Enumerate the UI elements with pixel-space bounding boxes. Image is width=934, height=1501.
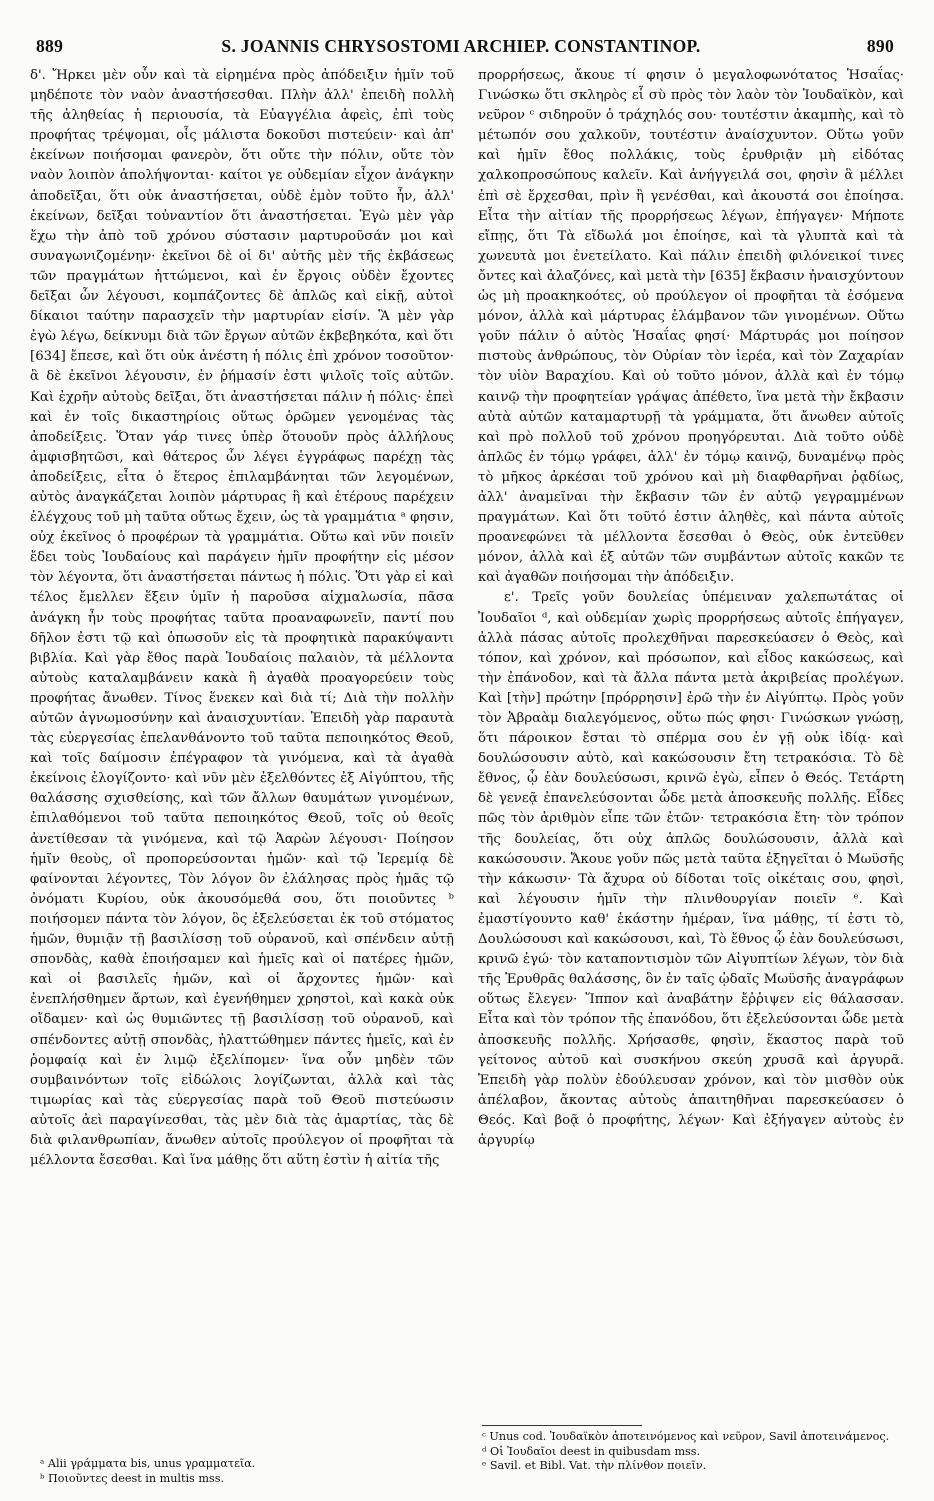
footnote: ᵃ Alii γράμματα bis, unus γραμματεῖα.	[40, 1457, 256, 1470]
footnote: ᵇ Ποιοῦντες deest in multis mss.	[40, 1471, 224, 1485]
footnotes-right	[482, 1430, 902, 1474]
footnotes-left	[40, 1457, 454, 1486]
paragraph: ε'. Τρεῖς γοῦν δουλείας ὑπέμειναν χαλεπωτάτας οἱ Ἰουδαῖοι ᵈ, καὶ οὐδεμίαν χωρὶς προρρήσεως αὐτοῖς ἐπήγαγεν, ἀλλὰ πάσας αὐτοῖς προλεχθῆναι παρεσκεύασεν ὁ Θεὸς, καὶ τόπον, καὶ χρόνον, καὶ πρόσωπον, καὶ εἶδος κακώσεως, καὶ τὴν ἐπάνοδον, καὶ τὰ ἄλλα πάντα μετὰ ἀκριβείας προλέγων. Καὶ [τὴν] πρώτην [πρόρρησιν] ἐρῶ τὴν ἐν Αἰγύπτῳ. Πρὸς γοῦν τὸν Ἀβραὰμ διαλεγόμενος, οὕτω πώς φησι· Γινώσκων γνώσῃ, ὅτι πάροικον ἔσται τὸ σπέρμα σου ἐν γῇ οὐκ ἰδίᾳ· καὶ δουλώσουσιν αὐτὸ, καὶ κακώσουσιν ἔτη τετρακόσια. Τὸ δὲ ἔθνος, ᾧ ἐὰν δουλεύσωσι, κρινῶ ἐγὼ, εἶπεν ὁ Θεός. Τετάρτη δὲ γενεᾷ ἐπανελεύσονται ὧδε μετὰ ἀποσκευῆς πολλῆς. Εἶδες πῶς τὸν ἀριθμὸν εἶπε τῶν ἐτῶν· τετρακόσια ἔτη· τὸν τρόπον τῆς δουλείας, ὅτι οὐχ ἁπλῶς δουλώσουσιν, ἀλλὰ καὶ κακώσουσιν. Ἄκουε γοῦν πῶς μετὰ ταῦτα ἐξηγεῖται ὁ Μωϋσῆς τὴν κάκωσιν· Τὰ ἄχυρα οὐ δίδοται τοῖς οἰκέταις σου, φησὶ, καὶ λέγουσιν ἡμῖν τὴν πλινθουργίαν ποιεῖν ᵉ. Καὶ ἐμαστίγουντο καθ' ἑκάστην ἡμέραν, ἵνα μάθῃς, τί ἐστι τὸ, Δουλώσουσι καὶ κακώσουσι, καὶ, Τὸ ἔθνος ᾧ ἐὰν δουλεύσωσι, κρινῶ ἐγώ· τὸν καταποντισμὸν τῶν Αἰγυπτίων λέγων, τὸν διὰ τῆς Ἐρυθρᾶς θαλάσσης, ὃν ἐν ταῖς ᾠδαῖς Μωϋσῆς ἀναγράφων οὕτως ἔλεγεν· Ἵππον καὶ ἀναβάτην ἔῤῥιψεν εἰς θάλασσαν. Εἶτα καὶ τὸν τρόπον τῆς ἐπανόδου, ὅτι ἐξελεύσονται ὧδε μετὰ ἀποσκευῆς πολλῆς. Χρήσασθε, φησὶν, ἕκαστος παρὰ τοῦ γείτονος αὐτοῦ καὶ συσκήνου σκεύη χρυσᾶ καὶ ἀργυρᾶ. Ἐπειδὴ γὰρ πολὺν ἐδούλευσαν χρόνον, καὶ τὸν μισθὸν οὐκ ἀπέλαβον, ἄκοντας αὐτοὺς ἀπαιτηθῆναι παρεσκεύασεν ὁ Θεός. Καὶ βοᾷ ὁ προφήτης, λέγων· Καὶ ἐξήγαγεν αὐτοὺς ἐν ἀργυρίῳ	[478, 590, 904, 1148]
footnote: ᵈ Οἱ Ἰουδαῖοι deest in quibusdam mss.	[482, 1444, 701, 1458]
right-text-column	[478, 66, 904, 1151]
paragraph: προρρήσεως, ἄκουε τί φησιν ὁ μεγαλοφωνότατος Ἡσαΐας· Γινώσκω ὅτι σκληρὸς εἶ σὺ πρὸς τὸν λαὸν τὸν Ἰουδαϊκὸν, καὶ νεῦρον ᶜ σιδηροῦν ὁ τράχηλός σου· τουτέστιν ἀκαμπὴς, καὶ τὸ μέτωπόν σου χαλκοῦν, τουτέστιν ἀναίσχυντον. Οὕτω γοῦν καὶ ἡμῖν ἔθος πολλάκις, τοὺς ἐρυθριᾷν μὴ εἰδότας χαλκοπροσώπους καλεῖν. Καὶ ἀνήγγειλά σοι, φησὶν ἃ μέλλει ἐπὶ σὲ ἔρχεσθαι, πρὶν ἢ γενέσθαι, καὶ ἀκουστά σοι ἐποίησα. Εἶτα τὴν αἰτίαν τῆς προρρήσεως λέγων, ἐπήγαγεν· Μήποτε εἴπῃς, ὅτι Τὰ εἴδωλά μοι ἐποίησε, καὶ τὰ γλυπτὰ καὶ τὰ χωνευτὰ μοι ἐνετείλατο. Καὶ πάλιν ἐπειδὴ φιλόνεικοί τινες ὄντες καὶ ἀλαζόνες, καὶ μετὰ τὴν [635] ἔκβασιν ἠναισχύντουν ὡς μὴ προακηκοότες, οὐ προύλεγον οἱ προφῆται τὰ ἐσόμενα μόνον, ἀλλὰ καὶ μάρτυρας ἐλάμβανον τῶν γινομένων. Οὕτω γοῦν πάλιν ὁ αὐτὸς Ἡσαΐας φησί· Μάρτυράς μοι ποίησον πιστοὺς ἀνθρώπους, τὸν Οὐρίαν τὸν ἱερέα, καὶ τὸν Ζαχαρίαν τὸν υἱὸν Βαραχίου. Καὶ οὐ τοῦτο μόνον, ἀλλὰ καὶ ἐν τόμῳ καινῷ τὴν προφητείαν γράψας ἀπέθετο, ἵνα μετὰ τὴν ἔκβασιν αὐτὰ αὐτῶν καταμαρτυρῇ τὰ γράμματα, ὅτι ἄνωθεν αὐτοῖς καὶ πρὸ πολλοῦ τοῦ χρόνου προηγόρευται. Διὰ τοῦτο οὐδὲ ἁπλῶς ἐν τόμῳ γράφει, ἀλλ' ἐν τόμῳ καινῷ, δυναμένῳ πρὸς τὸ μῆκος ἀρκέσαι τοῦ χρόνου καὶ μὴ διαφθαρῆναι ῥᾳδίως, ἀλλ' ἀναμεῖναι τὴν ἔκβασιν τῶν ἐν αὐτῷ γεγραμμένων πραγμάτων. Καὶ ὅτι τοῦτό ἐστιν ἀληθὲς, καὶ πάντα αὐτοῖς προανεφώνει τὰ μέλλοντα ἔσεσθαι ὁ Θεὸς, οὐκ ἐντεῦθεν μόνον, ἀλλὰ καὶ ἐξ αὐτῶν τῶν συμβάντων αὐτοῖς κακῶν τε καὶ ἀγαθῶν ποιήσομαι τὴν ἀπόδειξιν.	[478, 68, 904, 586]
running-title: S. JOANNIS CHRYSOSTOMI ARCHIEP. CONSTANTINOP.	[221, 36, 701, 56]
footnote-rule-right	[482, 1425, 642, 1426]
left-text-column	[30, 66, 454, 1171]
footnote: ᵉ Savil. et Bibl. Vat. τὴν πλίνθον ποιεῖν.	[482, 1459, 707, 1473]
page-header	[28, 36, 894, 62]
page-number-right: 890	[866, 36, 894, 56]
footnote: ᶜ Unus cod. Ἰουδαϊκὸν ἀποτεινόμενος καὶ νεῦρον, Savil ἀποτεινάμενος.	[482, 1430, 890, 1443]
paragraph: δ'. Ἤρκει μὲν οὖν καὶ τὰ εἰρημένα πρὸς ἀπόδειξιν ἡμῖν τοῦ μηδέποτε τὸν ναὸν ἀναστήσεσθαι. Πλὴν ἀλλ' ἐπειδὴ πολλὴ τῆς ἀληθείας ἡ περιουσία, τὰ Εὐαγγέλια ἀφεὶς, ἐπὶ τοὺς προφήτας τρέψομαι, οἷς μάλιστα δοκοῦσι πιστεύειν· καὶ ἀπ' ἐκείνων ποιήσομαι φανερὸν, ὅτι οὔτε τὴν πόλιν, οὔτε τὸν ναὸν λοιπὸν ἀπολήψονται· καίτοι γε οὐδεμίαν εἶχον ἀνάγκην ἀποδεῖξαι, ὅτι οὐκ ἀναστήσεται, οὐδὲ ἐμὸν τοῦτο ἦν, ἀλλ' ἐκείνων, δεῖξαι τοὐναντίον ὅτι ἀναστήσεται. Ἐγὼ μὲν γὰρ ἔχω τὴν ἀπὸ τοῦ χρόνου σύστασιν μαρτυροῦσάν μοι καὶ συναγωνιζομένην· ἐκεῖνοι δὲ οἱ δι' αὐτῆς μὲν τῆς ἐκβάσεως τῶν πραγμάτων ἡττώμενοι, καὶ ἐν ἔργοις οὐδὲν ἔχοντες δεῖξαι ὧν λέγουσι, κομπάζοντες δὲ ἁπλῶς καὶ εἰκῇ, αὐτοὶ δίκαιοι ταύτην παρασχεῖν τὴν μαρτυρίαν εἰσίν. Ἃ μὲν γὰρ ἐγὼ λέγω, δείκνυμι διὰ τῶν ἔργων αὐτῶν ἐκβεβηκότα, καὶ ὅτι [634] ἔπεσε, καὶ ὅτι οὐκ ἀνέστη ἡ πόλις ἐπὶ χρόνον τοσοῦτον· ἃ δὲ ἐκεῖνοι λέγουσιν, ἐν ῥήμασίν ἐστι ψιλοῖς τοῖς αὐτῶν. Καὶ ἐχρῆν αὐτοὺς δεῖξαι, ὅτι ἀναστήσεται πάλιν ἡ πόλις· ἐπεὶ καὶ ἐν τοῖς δικαστηρίοις οὕτως ὁρῶμεν γενομένας τὰς ἀποδείξεις. Ὅταν γάρ τινες ὑπὲρ ὅτουοῦν πρὸς ἀλλήλους ἀμφισβητῶσι, καὶ θάτερος ὧν λέγει ἐγγράφως παρέχῃ τὰς ἀποδείξεις, εἶτα ὁ ἕτερος ἐπιλαμβάνηται τῶν λεγομένων, αὐτὸς ἀναγκάζεται λοιπὸν μάρτυρας ἢ καὶ ἑτέρους παρέχειν ἐλέγχους τοῦ μὴ ταῦτα οὕτως ἔχειν, ὡς τὰ γραμμάτια ᵃ φησιν, οὐχ ἐκεῖνος ὁ προφέρων τὰ γραμμάτια. Οὕτω καὶ νῦν ποιεῖν ἔδει τοὺς Ἰουδαίους καὶ παράγειν ἡμῖν προφήτην εἰς μέσον τὸν λέγοντα, ὅτι ἀναστήσεται πάντως ἡ πόλις. Ὅτι γὰρ εἰ καὶ τέλος ἔμελλεν ἕξειν ὑμῖν ἡ παροῦσα αἰχμαλωσία, πᾶσα ἀνάγκη ἦν τοὺς προφήτας ταῦτα προαναφωνεῖν, παντί που δῆλον ἐστι τῷ καὶ ὁπωσοῦν εἰς τὰ προφητικὰ παρακύψαντι βιβλία. Καὶ γὰρ ἔθος παρὰ Ἰουδαίοις παλαιὸν, τὰ μέλλοντα αὐτοὺς καταλαμβάνειν κακὰ ἢ ἀγαθὰ προαγορεύειν τοὺς προφήτας ἄνωθεν. Τίνος ἕνεκεν καὶ διὰ τί; Διὰ τὴν πολλὴν αὐτῶν ἀγνωμοσύνην καὶ ἀναισχυντίαν. Ἐπειδὴ γὰρ παραυτὰ τὰς εὐεργεσίας ἐπελανθάνοντο τοῦ ταῦτα πεποιηκότος Θεοῦ, καὶ τοῖς δαίμοσιν ἐπέγραφον τὰ γινόμενα, καὶ τὰ ἀγαθὰ ἐκείνοις ἐλογίζοντο· καὶ νῦν μὲν ἐξελθόντες ἐξ Αἰγύπτου, τῆς θαλάσσης σχισθείσης, καὶ τῶν ἄλλων θαυμάτων γινομένων, ἐπιλαθόμενοι τοῦ ταῦτα πεποιηκότος Θεοῦ, τοῖς οὐ θεοῖς ἀνετίθεσαν τὰ γινόμενα, καὶ τῷ Ἀαρὼν λέγουσι· Ποίησον ἡμῖν θεοὺς, οἳ προπορεύσονται ἡμῶν· καὶ τῷ Ἱερεμίᾳ δὲ φαίνονται λέγοντες, Τὸν λόγον ὃν ἐλάλησας πρὸς ἡμᾶς τῷ ὀνόματι Κυρίου, οὐκ ἀκουσόμεθά σου, ὅτι ποιοῦντες ᵇ ποιήσομεν πάντα τὸν λόγον, ὃς ἐξελεύσεται ἐκ τοῦ στόματος ἡμῶν, θυμιᾷν τῇ βασιλίσσῃ τοῦ οὐρανοῦ, καὶ σπένδειν αὐτῇ σπονδὰς, καθὰ ἐποιήσαμεν καὶ ἡμεῖς καὶ οἱ πατέρες ἡμῶν, καὶ οἱ βασιλεῖς ἡμῶν, καὶ οἱ ἄρχοντες ἡμῶν· καὶ ἐνεπλήσθημεν ἄρτων, καὶ ἐγενήθημεν χρηστοὶ, καὶ κακὰ οὐκ οἴδαμεν· καὶ ὡς θυμιῶντες τῇ βασιλίσσῃ τοῦ οὐρανοῦ, καὶ σπένδοντες αὐτῇ σπονδὰς, ἠλαττώθημεν πάντες ἡμεῖς, καὶ ἐν ῥομφαίᾳ καὶ ἐν λιμῷ ἐξελίπομεν· ἵνα οὖν μηδὲν τῶν συμβαινόντων τοῖς εἰδώλοις λογίζωνται, ἀλλὰ καὶ τὰς τιμωρίας καὶ τὰς εὐεργεσίας παρὰ τοῦ Θεοῦ πιστεύωσιν αὐτοῖς ἀεὶ παραγίνεσθαι, τὰς μὲν διὰ τὰς ἁμαρτίας, τὰς δὲ διὰ φιλανθρωπίαν, ἄνωθεν αὐτοῖς προύλεγον οἱ προφῆται τὰ μέλλοντα ἔσεσθαι. Καὶ ἵνα μάθῃς ὅτι αὕτη ἐστὶν ἡ αἰτία τῆς	[30, 68, 454, 1169]
page-number-left: 889	[36, 36, 64, 56]
